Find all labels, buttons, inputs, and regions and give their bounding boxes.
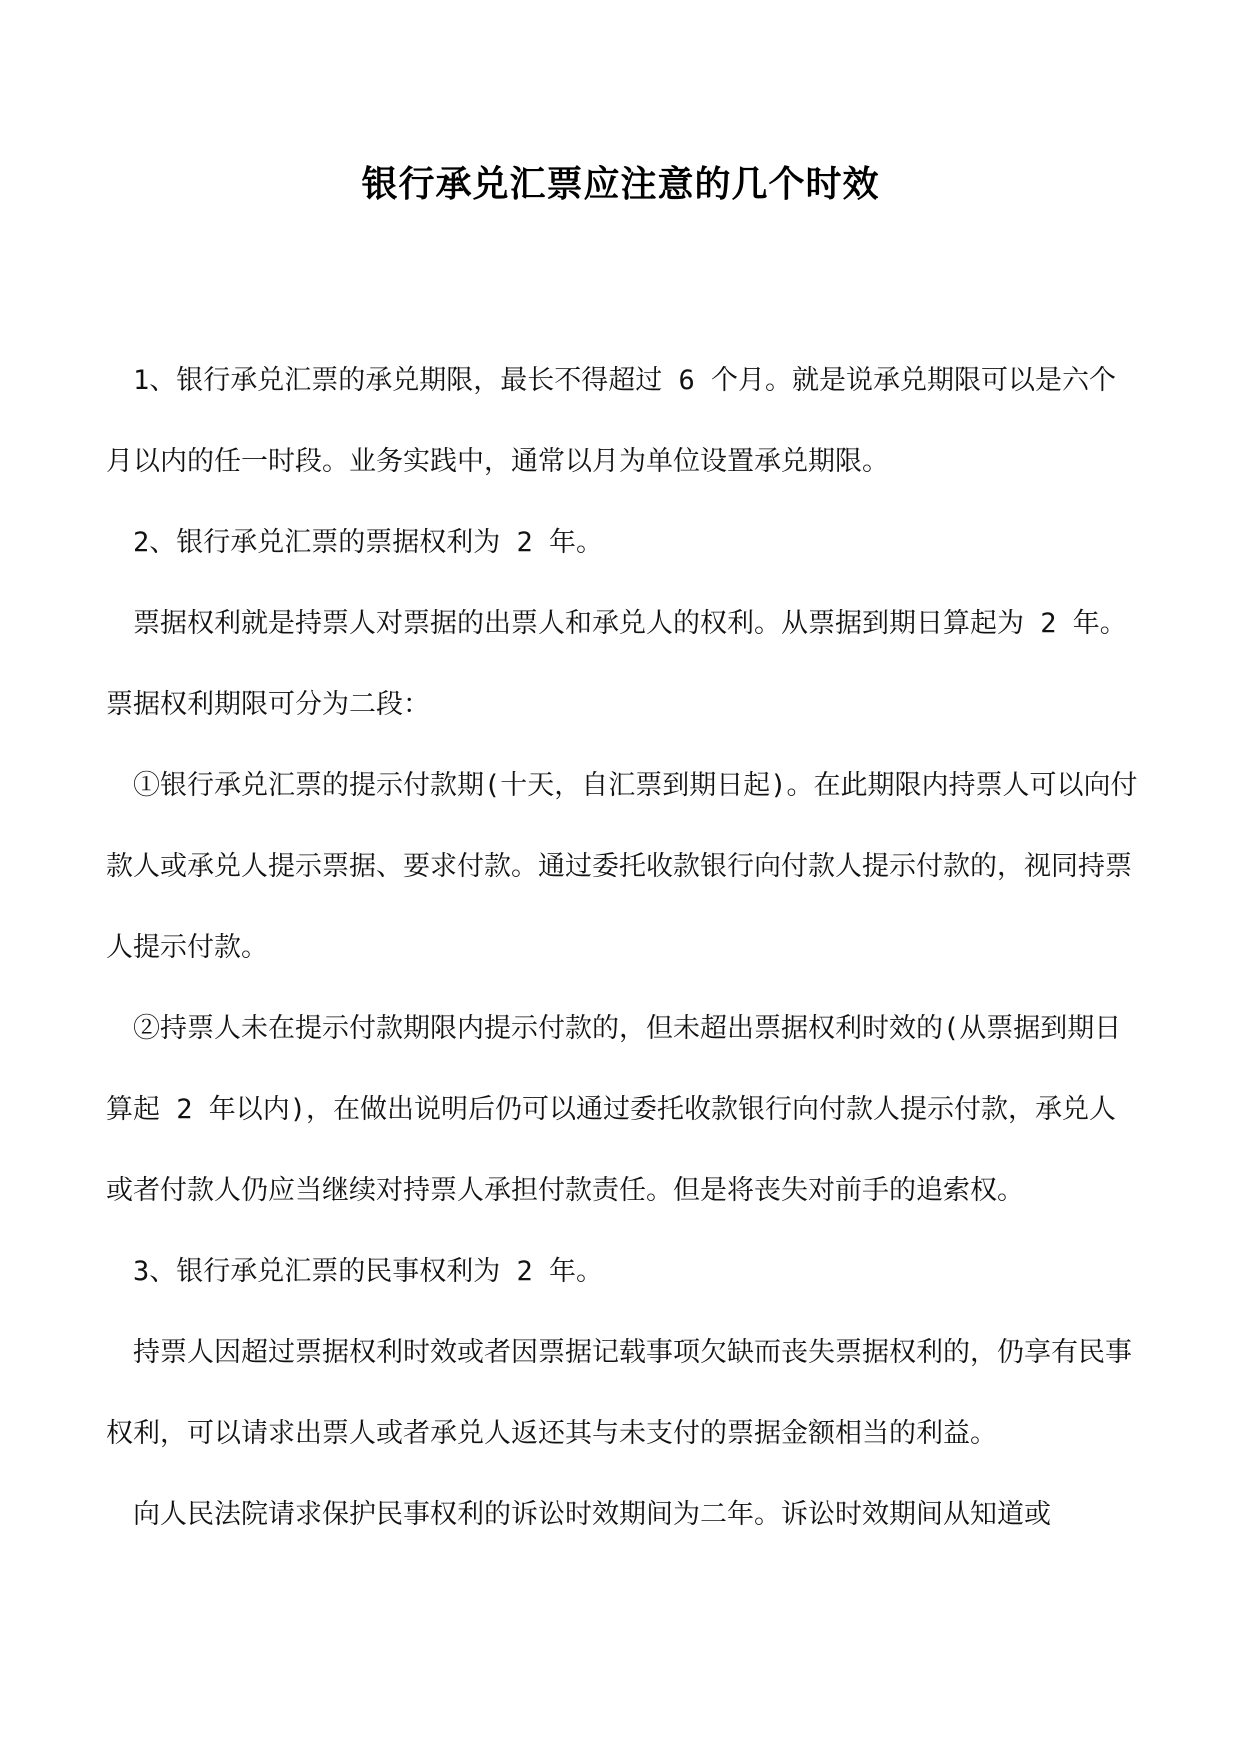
paragraph-bill-rights-definition: 票据权利就是持票人对票据的出票人和承兑人的权利。从票据到期日算起为 2 年。票据权利期限可分为二段： [106, 608, 1127, 720]
paragraph-civil-rights-detail: 持票人因超过票据权利时效或者因票据记载事项欠缺而丧失票据权利的，仍享有民事权利，可以请求出票人或者承兑人返还其与未支付的票据金额相当的利益。 [106, 1337, 1132, 1449]
paragraph-presentment-period: ①银行承兑汇票的提示付款期(十天，自汇票到期日起)。在此期限内持票人可以向付款人或承兑人提示票据、要求付款。通过委托收款银行向付款人提示付款的，视同持票人提示付款。 [106, 770, 1138, 963]
paragraph-bill-rights-heading: 2、银行承兑汇票的票据权利为 2 年。 [133, 527, 604, 558]
paragraph-late-presentment: ②持票人未在提示付款期限内提示付款的，但未超出票据权利时效的(从票据到期日算起 2 年以内)，在做出说明后仍可以通过委托收款银行向付款人提示付款，承兑人或者付款人仍应当继续对持票人承担付款责任。但是将丧失对前手的追索权。 [106, 1013, 1122, 1206]
document-body [106, 340, 1142, 1555]
paragraph-acceptance-period: 1、银行承兑汇票的承兑期限，最长不得超过 6 个月。就是说承兑期限可以是六个月以内的任一时段。业务实践中，通常以月为单位设置承兑期限。 [106, 365, 1117, 477]
page-title: 银行承兑汇票应注意的几个时效 [361, 163, 880, 205]
paragraph-limitation-period: 向人民法院请求保护民事权利的诉讼时效期间为二年。诉讼时效期间从知道或 [133, 1499, 1051, 1530]
paragraph-civil-rights-heading: 3、银行承兑汇票的民事权利为 2 年。 [133, 1256, 604, 1287]
